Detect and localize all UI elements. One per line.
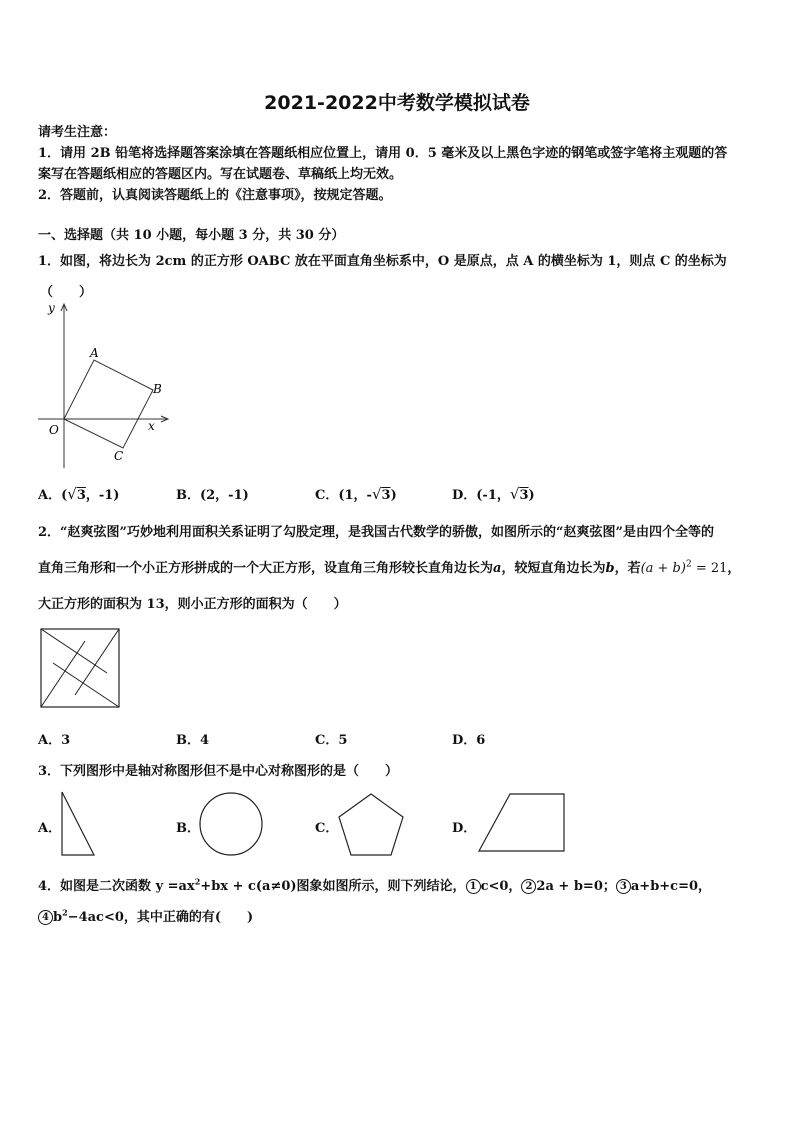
q1-fig-label-C: C: [114, 449, 124, 463]
q2-option-c: C．5: [315, 733, 348, 748]
q3-text: 3．下列图形中是轴对称图形但不是中心对称图形的是（ ）: [38, 764, 399, 779]
q1-fig-label-O: O: [49, 423, 59, 437]
circled-number-1: 1: [466, 879, 481, 894]
notice-line-1b: 案写在答题纸相应的答题区内。写在试题卷、草稿纸上均无效。: [38, 167, 403, 182]
q1-fig-label-x: x: [148, 419, 155, 433]
q1-text: 1．如图，将边长为 2cm 的正方形 OABC 放在平面直角坐标系中，O 是原点，点 A 的横坐标为 1，则点 C 的坐标为: [38, 254, 727, 269]
q3-label-c: C．: [315, 821, 339, 836]
q2-line-3: 大正方形的面积为 13，则小正方形的面积为（ ）: [38, 597, 347, 612]
q1-option-a: A．(√3，-1): [38, 485, 120, 503]
q2-option-b: B．4: [176, 733, 210, 748]
q1-option-b: B．(2，-1): [176, 488, 249, 503]
q2-option-a: A．3: [38, 733, 71, 748]
q1-fig-label-A: A: [90, 346, 99, 360]
q1-paren: （ ）: [40, 285, 93, 300]
q3-right-triangle-shape: [58, 790, 98, 858]
q3-label-a: A．: [38, 821, 62, 836]
notice-line-1a: 1．请用 2B 铅笔将选择题答案涂填在答题纸相应位置上，请用 0．5 毫米及以上黑色字迹的钢笔或签字笔将主观题的答: [38, 146, 728, 161]
q1-fig-label-B: B: [153, 382, 162, 396]
notice-line-2: 2．答题前，认真阅读答题纸上的《注意事项》，按规定答题。: [38, 188, 392, 203]
circled-number-3: 3: [616, 879, 631, 894]
q3-trapezoid-shape: [476, 792, 568, 854]
q4-line-1: 4．如图是二次函数 $y =ax^2+bx + c(a\ne 0)$图象如图所示，则下列结论， 1 c<0， 2 2a + b=0； 3 a+b+c=0，: [38, 876, 712, 894]
q1-fig-label-y: y: [48, 301, 55, 315]
circled-number-2: 2: [521, 879, 536, 894]
q2-line-1: 2．“赵爽弦图”巧妙地利用面积关系证明了勾股定理，是我国古代数学的骄傲，如图所示的“赵爽弦图”是由四个全等的: [38, 525, 714, 540]
q2-zhao-shuang-figure: [40, 628, 120, 708]
q3-label-d: D．: [452, 821, 477, 836]
q3-pentagon-shape: [336, 792, 406, 858]
q1-coordinate-figure: [34, 298, 174, 470]
section-heading: 一、选择题（共 10 小题，每小题 3 分，共 30 分）: [38, 228, 345, 243]
notice-heading: 请考生注意：: [38, 125, 117, 140]
q3-circle-shape: [197, 790, 265, 858]
q1-option-d: D．(-1，√3): [452, 485, 535, 503]
circled-number-4: 4: [38, 910, 53, 925]
q3-label-b: B．: [176, 821, 200, 836]
q4-line-2: 4 $b^2-4ac<0$，其中正确的有( ): [38, 906, 253, 925]
q2-option-d: D．6: [452, 733, 486, 748]
q2-line-2: 直角三角形和一个小正方形拼成的一个大正方形，设直角三角形较长直角边长为a，较短直角边长为b，若$(a + b)^2 = 21$，: [38, 559, 741, 576]
q1-option-c: C．(1，-√3): [315, 485, 397, 503]
page-title: 2021-2022中考数学模拟试卷: [264, 92, 530, 114]
